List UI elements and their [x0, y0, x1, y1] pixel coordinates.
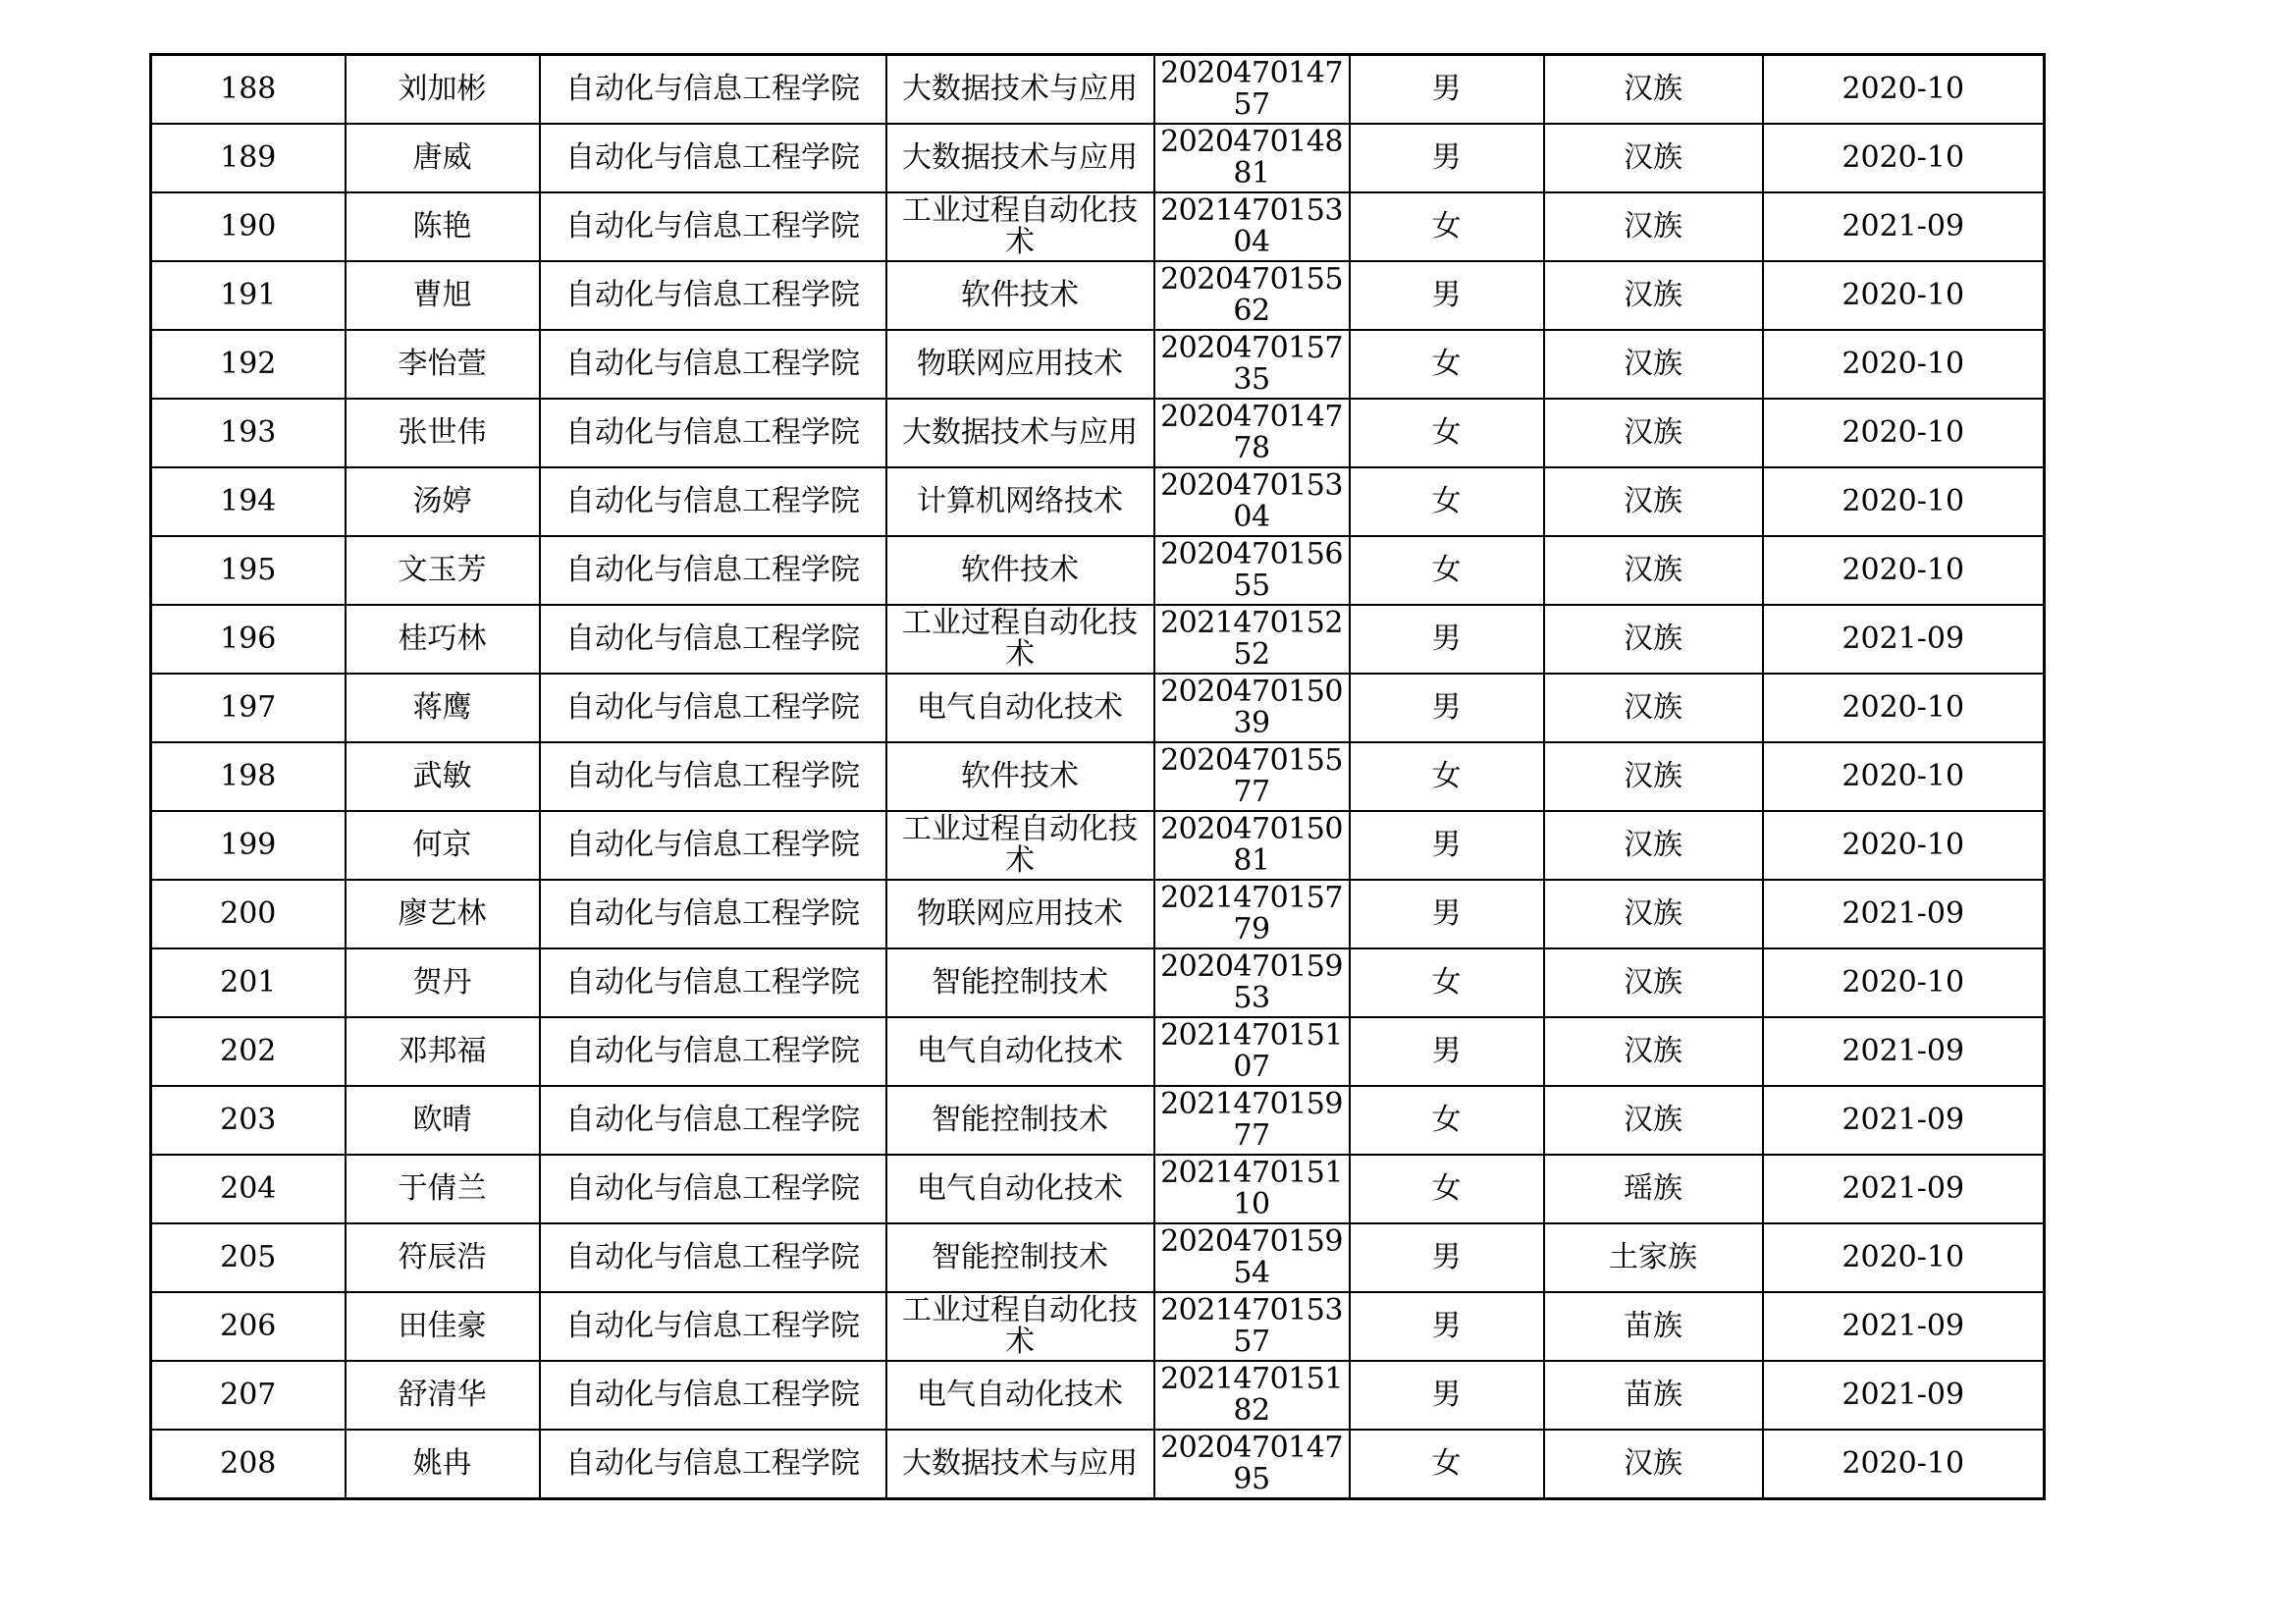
cell-student-id: 202147015182 — [1154, 1361, 1350, 1430]
cell-date: 2020-10 — [1763, 399, 2045, 467]
cell-gender: 男 — [1350, 605, 1544, 674]
cell-major: 智能控制技术 — [886, 948, 1154, 1017]
cell-gender: 男 — [1350, 811, 1544, 880]
cell-row-number: 204 — [151, 1155, 346, 1223]
cell-row-number: 192 — [151, 330, 346, 399]
cell-student-id: 202047015735 — [1154, 330, 1350, 399]
cell-college: 自动化与信息工程学院 — [540, 261, 886, 330]
cell-student-name: 汤婷 — [346, 467, 540, 536]
cell-major: 软件技术 — [886, 536, 1154, 605]
cell-ethnicity: 汉族 — [1544, 536, 1763, 605]
table-row — [151, 948, 2045, 1017]
cell-row-number: 203 — [151, 1086, 346, 1155]
cell-gender: 男 — [1350, 124, 1544, 192]
cell-major: 软件技术 — [886, 261, 1154, 330]
cell-college: 自动化与信息工程学院 — [540, 1086, 886, 1155]
cell-ethnicity: 汉族 — [1544, 1017, 1763, 1086]
table-row — [151, 1430, 2045, 1499]
cell-row-number: 193 — [151, 399, 346, 467]
cell-student-id: 202047015954 — [1154, 1223, 1350, 1292]
cell-student-id: 202147015110 — [1154, 1155, 1350, 1223]
cell-ethnicity: 汉族 — [1544, 880, 1763, 948]
cell-row-number: 207 — [151, 1361, 346, 1430]
cell-ethnicity: 汉族 — [1544, 742, 1763, 811]
cell-gender: 女 — [1350, 1155, 1544, 1223]
table-row — [151, 811, 2045, 880]
cell-date: 2020-10 — [1763, 536, 2045, 605]
cell-date: 2021-09 — [1763, 1017, 2045, 1086]
cell-student-name: 姚冉 — [346, 1430, 540, 1499]
cell-major: 计算机网络技术 — [886, 467, 1154, 536]
table-row — [151, 674, 2045, 742]
cell-ethnicity: 汉族 — [1544, 192, 1763, 261]
cell-major: 工业过程自动化技术 — [886, 192, 1154, 261]
table-row — [151, 192, 2045, 261]
cell-row-number: 194 — [151, 467, 346, 536]
cell-gender: 男 — [1350, 674, 1544, 742]
cell-student-id: 202047015039 — [1154, 674, 1350, 742]
cell-college: 自动化与信息工程学院 — [540, 55, 886, 125]
cell-gender: 男 — [1350, 1017, 1544, 1086]
cell-college: 自动化与信息工程学院 — [540, 880, 886, 948]
cell-major: 软件技术 — [886, 742, 1154, 811]
cell-student-id: 202047015953 — [1154, 948, 1350, 1017]
table-row — [151, 1086, 2045, 1155]
cell-college: 自动化与信息工程学院 — [540, 605, 886, 674]
table-row — [151, 742, 2045, 811]
cell-student-id: 202047015655 — [1154, 536, 1350, 605]
cell-college: 自动化与信息工程学院 — [540, 330, 886, 399]
cell-ethnicity: 汉族 — [1544, 811, 1763, 880]
cell-ethnicity: 汉族 — [1544, 948, 1763, 1017]
table-row — [151, 330, 2045, 399]
cell-major: 工业过程自动化技术 — [886, 605, 1154, 674]
cell-student-id: 202147015252 — [1154, 605, 1350, 674]
cell-row-number: 190 — [151, 192, 346, 261]
cell-college: 自动化与信息工程学院 — [540, 124, 886, 192]
cell-date: 2020-10 — [1763, 811, 2045, 880]
cell-major: 物联网应用技术 — [886, 330, 1154, 399]
cell-ethnicity: 汉族 — [1544, 330, 1763, 399]
cell-student-id: 202047014778 — [1154, 399, 1350, 467]
cell-gender: 女 — [1350, 330, 1544, 399]
cell-gender: 女 — [1350, 742, 1544, 811]
cell-date: 2020-10 — [1763, 467, 2045, 536]
cell-date: 2020-10 — [1763, 742, 2045, 811]
cell-student-name: 廖艺林 — [346, 880, 540, 948]
cell-major: 大数据技术与应用 — [886, 55, 1154, 125]
cell-student-name: 李怡萱 — [346, 330, 540, 399]
cell-student-id: 202047014795 — [1154, 1430, 1350, 1499]
cell-student-name: 何京 — [346, 811, 540, 880]
cell-major: 电气自动化技术 — [886, 1361, 1154, 1430]
cell-gender: 女 — [1350, 467, 1544, 536]
cell-date: 2020-10 — [1763, 124, 2045, 192]
cell-row-number: 198 — [151, 742, 346, 811]
cell-student-name: 欧晴 — [346, 1086, 540, 1155]
cell-ethnicity: 汉族 — [1544, 1430, 1763, 1499]
table-row — [151, 1017, 2045, 1086]
cell-major: 物联网应用技术 — [886, 880, 1154, 948]
cell-ethnicity: 苗族 — [1544, 1292, 1763, 1361]
cell-row-number: 201 — [151, 948, 346, 1017]
student-roster-table — [149, 53, 2046, 1500]
cell-major: 智能控制技术 — [886, 1223, 1154, 1292]
cell-major: 工业过程自动化技术 — [886, 811, 1154, 880]
cell-gender: 男 — [1350, 1292, 1544, 1361]
cell-date: 2021-09 — [1763, 605, 2045, 674]
table-row — [151, 261, 2045, 330]
cell-row-number: 205 — [151, 1223, 346, 1292]
table-row — [151, 1292, 2045, 1361]
table-row — [151, 467, 2045, 536]
table-row — [151, 1155, 2045, 1223]
cell-student-id: 202047015577 — [1154, 742, 1350, 811]
cell-college: 自动化与信息工程学院 — [540, 1155, 886, 1223]
cell-student-name: 曹旭 — [346, 261, 540, 330]
cell-college: 自动化与信息工程学院 — [540, 1430, 886, 1499]
cell-student-name: 文玉芳 — [346, 536, 540, 605]
table-row — [151, 1361, 2045, 1430]
table-row — [151, 399, 2045, 467]
cell-college: 自动化与信息工程学院 — [540, 1223, 886, 1292]
cell-row-number: 188 — [151, 55, 346, 125]
cell-date: 2020-10 — [1763, 674, 2045, 742]
cell-student-name: 符辰浩 — [346, 1223, 540, 1292]
cell-row-number: 195 — [151, 536, 346, 605]
roster-body — [151, 55, 2045, 1499]
cell-date: 2020-10 — [1763, 1430, 2045, 1499]
cell-college: 自动化与信息工程学院 — [540, 1361, 886, 1430]
cell-student-name: 田佳豪 — [346, 1292, 540, 1361]
cell-student-id: 202047014757 — [1154, 55, 1350, 125]
cell-college: 自动化与信息工程学院 — [540, 674, 886, 742]
cell-gender: 男 — [1350, 1361, 1544, 1430]
table-row — [151, 536, 2045, 605]
table-row — [151, 55, 2045, 125]
cell-date: 2021-09 — [1763, 880, 2045, 948]
cell-major: 大数据技术与应用 — [886, 1430, 1154, 1499]
cell-student-name: 唐威 — [346, 124, 540, 192]
cell-college: 自动化与信息工程学院 — [540, 742, 886, 811]
cell-major: 大数据技术与应用 — [886, 124, 1154, 192]
cell-ethnicity: 苗族 — [1544, 1361, 1763, 1430]
cell-date: 2021-09 — [1763, 192, 2045, 261]
cell-student-name: 蒋鹰 — [346, 674, 540, 742]
cell-college: 自动化与信息工程学院 — [540, 1017, 886, 1086]
cell-college: 自动化与信息工程学院 — [540, 399, 886, 467]
table-row — [151, 124, 2045, 192]
cell-date: 2020-10 — [1763, 55, 2045, 125]
cell-college: 自动化与信息工程学院 — [540, 192, 886, 261]
cell-college: 自动化与信息工程学院 — [540, 811, 886, 880]
cell-ethnicity: 瑶族 — [1544, 1155, 1763, 1223]
cell-date: 2020-10 — [1763, 1223, 2045, 1292]
cell-student-name: 舒清华 — [346, 1361, 540, 1430]
cell-college: 自动化与信息工程学院 — [540, 536, 886, 605]
cell-ethnicity: 汉族 — [1544, 399, 1763, 467]
cell-student-name: 刘加彬 — [346, 55, 540, 125]
cell-student-id: 202147015107 — [1154, 1017, 1350, 1086]
cell-student-id: 202047015304 — [1154, 467, 1350, 536]
cell-gender: 女 — [1350, 1430, 1544, 1499]
cell-major: 电气自动化技术 — [886, 674, 1154, 742]
cell-ethnicity: 汉族 — [1544, 261, 1763, 330]
cell-gender: 男 — [1350, 261, 1544, 330]
cell-student-name: 贺丹 — [346, 948, 540, 1017]
table-row — [151, 605, 2045, 674]
cell-student-name: 桂巧林 — [346, 605, 540, 674]
cell-gender: 女 — [1350, 948, 1544, 1017]
cell-gender: 女 — [1350, 536, 1544, 605]
cell-student-id: 202147015779 — [1154, 880, 1350, 948]
cell-major: 智能控制技术 — [886, 1086, 1154, 1155]
cell-row-number: 189 — [151, 124, 346, 192]
cell-student-name: 武敏 — [346, 742, 540, 811]
cell-row-number: 196 — [151, 605, 346, 674]
cell-ethnicity: 汉族 — [1544, 467, 1763, 536]
cell-gender: 女 — [1350, 1086, 1544, 1155]
cell-date: 2020-10 — [1763, 330, 2045, 399]
cell-row-number: 191 — [151, 261, 346, 330]
cell-ethnicity: 汉族 — [1544, 674, 1763, 742]
cell-major: 大数据技术与应用 — [886, 399, 1154, 467]
cell-student-id: 202047015562 — [1154, 261, 1350, 330]
cell-row-number: 208 — [151, 1430, 346, 1499]
cell-row-number: 200 — [151, 880, 346, 948]
cell-row-number: 202 — [151, 1017, 346, 1086]
cell-ethnicity: 土家族 — [1544, 1223, 1763, 1292]
table-row — [151, 1223, 2045, 1292]
cell-student-id: 202147015357 — [1154, 1292, 1350, 1361]
cell-ethnicity: 汉族 — [1544, 605, 1763, 674]
cell-major: 电气自动化技术 — [886, 1017, 1154, 1086]
cell-student-name: 邓邦福 — [346, 1017, 540, 1086]
cell-student-id: 202047014881 — [1154, 124, 1350, 192]
cell-date: 2020-10 — [1763, 261, 2045, 330]
cell-ethnicity: 汉族 — [1544, 124, 1763, 192]
cell-date: 2021-09 — [1763, 1086, 2045, 1155]
cell-row-number: 197 — [151, 674, 346, 742]
cell-row-number: 206 — [151, 1292, 346, 1361]
cell-student-id: 202147015977 — [1154, 1086, 1350, 1155]
cell-ethnicity: 汉族 — [1544, 1086, 1763, 1155]
cell-student-id: 202047015081 — [1154, 811, 1350, 880]
cell-major: 工业过程自动化技术 — [886, 1292, 1154, 1361]
cell-student-name: 张世伟 — [346, 399, 540, 467]
cell-date: 2021-09 — [1763, 1155, 2045, 1223]
cell-gender: 男 — [1350, 880, 1544, 948]
cell-college: 自动化与信息工程学院 — [540, 1292, 886, 1361]
cell-major: 电气自动化技术 — [886, 1155, 1154, 1223]
cell-gender: 男 — [1350, 55, 1544, 125]
cell-date: 2020-10 — [1763, 948, 2045, 1017]
table-row — [151, 880, 2045, 948]
cell-student-name: 陈艳 — [346, 192, 540, 261]
cell-date: 2021-09 — [1763, 1292, 2045, 1361]
cell-student-id: 202147015304 — [1154, 192, 1350, 261]
cell-gender: 女 — [1350, 192, 1544, 261]
cell-ethnicity: 汉族 — [1544, 55, 1763, 125]
cell-gender: 女 — [1350, 399, 1544, 467]
cell-gender: 男 — [1350, 1223, 1544, 1292]
cell-row-number: 199 — [151, 811, 346, 880]
cell-college: 自动化与信息工程学院 — [540, 467, 886, 536]
cell-college: 自动化与信息工程学院 — [540, 948, 886, 1017]
cell-date: 2021-09 — [1763, 1361, 2045, 1430]
cell-student-name: 于倩兰 — [346, 1155, 540, 1223]
